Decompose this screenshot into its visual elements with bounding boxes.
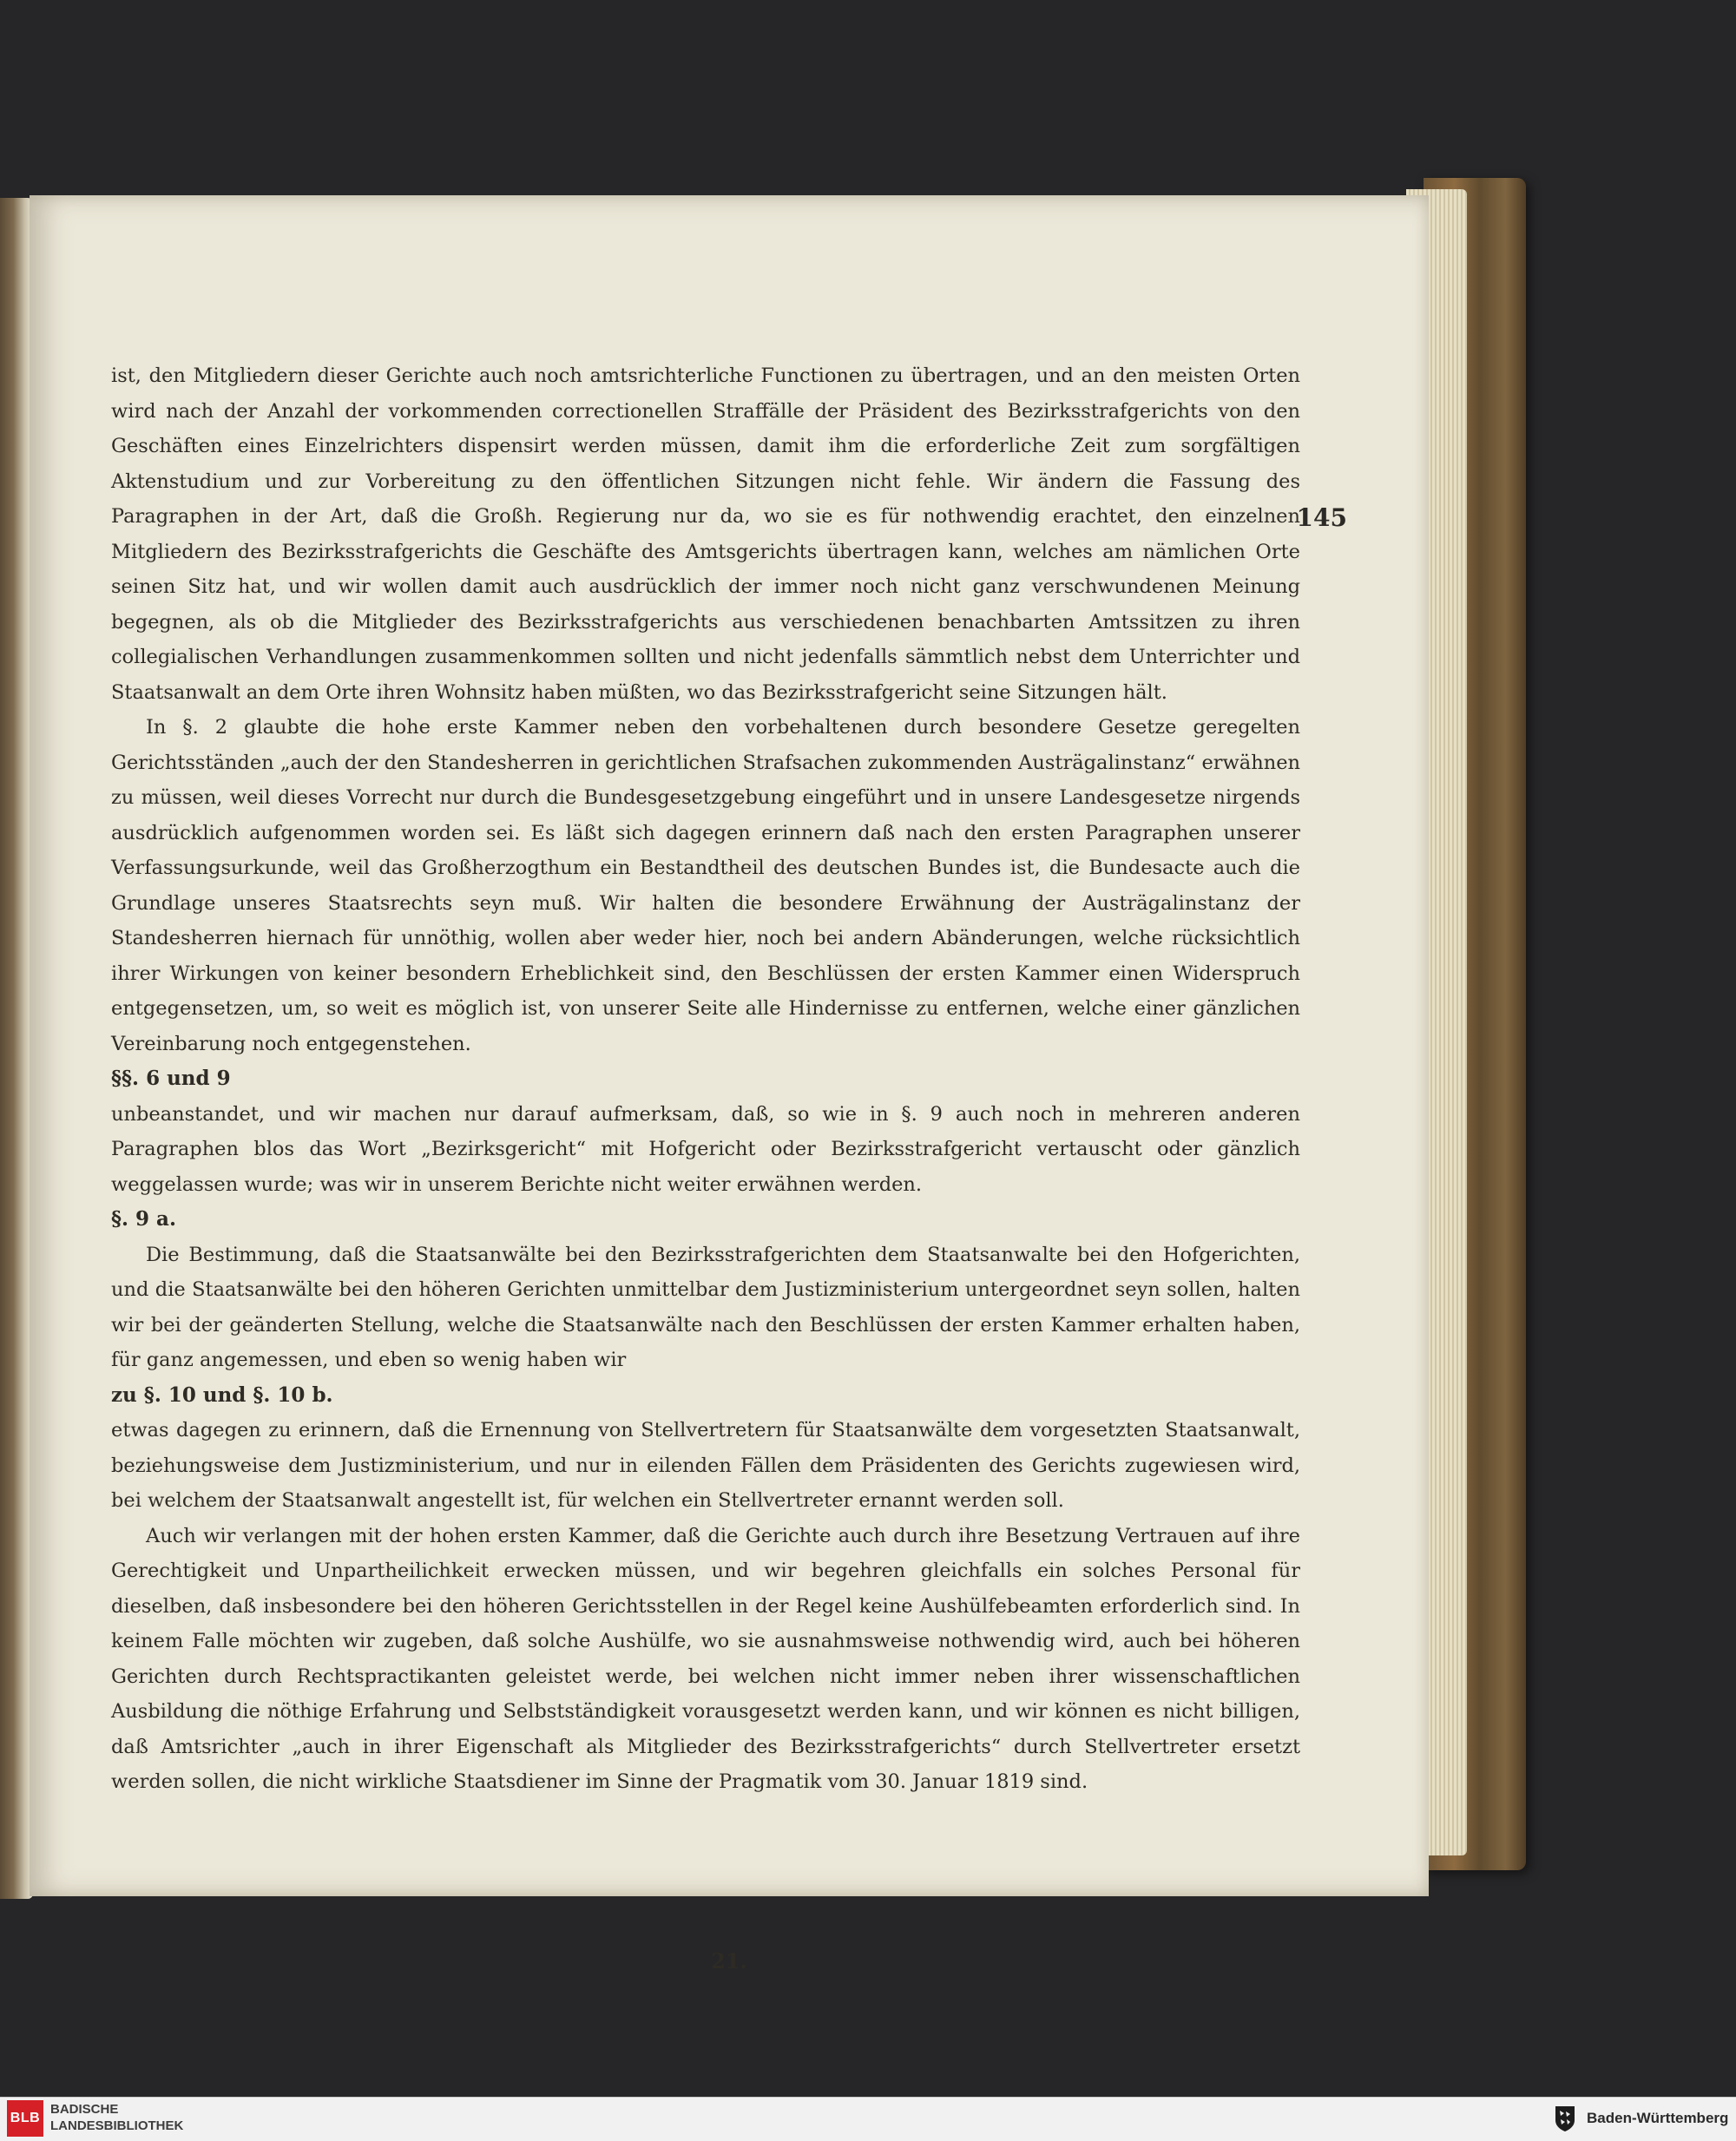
- footer-bar: [0, 2097, 1736, 2141]
- body-paragraph: Die Bestimmung, daß die Staatsanwälte bei den Bezirksstrafgerichten dem Staatsanwalte bei den Hofgerichten, und die Staatsanwälte bei den höheren Gerichten unmittelbar dem Justizministerium untergeordnet seyn sollen, halten wir bei der geänderten Stellung, welche die Staatsanwälte nach den Beschlüssen der ersten Kammer erhalten haben, für ganz angemessen, und eben so wenig haben wir: [111, 1243, 1300, 1371]
- page-text-block: [111, 358, 1300, 1800]
- section-heading: §§. 6 und 9: [111, 1067, 231, 1090]
- left-page-edge: [0, 198, 33, 1899]
- body-paragraph: ist, den Mitgliedern dieser Gerichte auch noch amtsrichterliche Functionen zu übertragen, und an den meisten Orten wird nach der Anzahl der vorkommenden correctionellen Straffälle der Präsident des Bezirksstrafgerichts von den Geschäften eines Einzelrichters dispensirt werden müssen, damit ihm die erforderliche Zeit zum sorgfältigen Aktenstudium und zur Vorbereitung zu den öffentlichen Sitzungen nicht fehle. Wir ändern die Fassung des Paragraphen in der Art, daß die Großh. Regierung nur da, wo sie es für nothwendig erachtet, den einzelnen Mitgliedern des Bezirksstrafgerichts die Geschäfte des Amtsgerichts übertragen kann, welches am nämlichen Orte seinen Sitz hat, und wir wollen damit auch ausdrücklich der immer noch nicht ganz verschwundenen Meinung begegnen, als ob die Mitglieder des Bezirksstrafgerichts aus verschiedenen benachbarten Amtssitzen zu ihren collegialischen Verhandlungen zusammenkommen sollten und nicht jedenfalls sämmtlich nebst dem Unterrichter und Staatsanwalt an dem Orte ihren Wohnsitz haben müßten, wo das Bezirksstrafgericht seine Sitzungen hält.: [111, 364, 1300, 704]
- body-paragraph: unbeanstandet, und wir machen nur darauf aufmerksam, daß, so wie in §. 9 auch noch in mehreren anderen Paragraphen blos das Wort „Bezirksgericht“ mit Hofgericht oder Bezirksstrafgericht vertauscht oder gänzlich weggelassen wurde; was wir in unserem Berichte nicht weiter erwähnen werden.: [111, 1102, 1300, 1196]
- page-number: 145: [1296, 503, 1347, 532]
- library-name-line1: BADISCHE: [50, 2102, 119, 2117]
- body-paragraph: In §. 2 glaubte die hohe erste Kammer neben den vorbehaltenen durch besondere Gesetze geregelten Gerichtsständen „auch der den Standesherren in gerichtlichen Strafsachen zukommenden Austrägalinstanz“ erwähnen zu müssen, weil dieses Vorrecht nur durch die Bundesgesetzgebung eingeführt und in unsere Landesgesetze nirgends ausdrücklich aufgenommen worden sei. Es läßt sich dagegen erinnern daß nach den ersten Paragraphen unserer Verfassungsurkunde, weil das Großherzogthum ein Bestandtheil des deutschen Bundes ist, die Bundesacte auch die Grundlage unseres Staatsrechts seyn muß. Wir halten die besondere Erwähnung der Austrägalinstanz der Standesherren hiernach für unnöthig, wollen aber weder hier, noch bei andern Abänderungen, welche rücksichtlich ihrer Wirkungen von keiner besondern Erheblichkeit sind, den Beschlüssen der ersten Kammer einen Widerspruch entgegensetzen, um, so weit es möglich ist, von unserer Seite alle Hindernisse zu entfernen, welche einer gänzlichen Vereinbarung noch entgegenstehen.: [111, 716, 1300, 1055]
- section-heading: zu §. 10 und §. 10 b.: [111, 1382, 333, 1407]
- library-name-line2: LANDESBIBLIOTHEK: [50, 2118, 184, 2133]
- signature-mark: 21.: [711, 1948, 747, 1974]
- library-name[interactable]: [50, 2101, 183, 2134]
- blb-logo[interactable]: BLB: [7, 2100, 43, 2137]
- section-heading: §. 9 a.: [111, 1207, 176, 1231]
- baden-wuerttemberg-emblem-icon: [1554, 2105, 1576, 2132]
- state-name[interactable]: Baden-Württemberg: [1587, 2110, 1729, 2126]
- body-paragraph: etwas dagegen zu erinnern, daß die Ernennung von Stellvertretern für Staatsanwälte dem vorgesetzten Staatsanwalt, beziehungsweise dem Justizministerium, und nur in eilenden Fällen dem Präsidenten des Gerichts zugewiesen wird, bei welchem der Staatsanwalt angestellt ist, für welchen ein Stellvertreter ernannt werden soll.: [111, 1419, 1300, 1512]
- body-paragraph: Auch wir verlangen mit der hohen ersten Kammer, daß die Gerichte auch durch ihre Besetzung Vertrauen auf ihre Gerechtigkeit und Unpartheilichkeit erwecken müssen, und wir begehren gleichfalls ein solches Personal für dieselben, daß insbesondere bei den höheren Gerichtsstellen in der Regel keine Aushülfebeamten erforderlich sind. In keinem Falle möchten wir zugeben, daß solche Aushülfe, wo sie ausnahmsweise nothwendig wird, auch bei höheren Gerichten durch Rechtspractikanten geleistet werde, bei welchen nicht immer neben ihrer wissenschaftlichen Ausbildung die nöthige Erfahrung und Selbstständigkeit vorausgesetzt werden kann, und wir können es nicht billigen, daß Amtsrichter „auch in ihrer Eigenschaft als Mitglieder des Bezirksstrafgerichts“ durch Stellvertreter ersetzt werden sollen, die nicht wirkliche Staatsdiener im Sinne der Pragmatik vom 30. Januar 1819 sind.: [111, 1524, 1300, 1793]
